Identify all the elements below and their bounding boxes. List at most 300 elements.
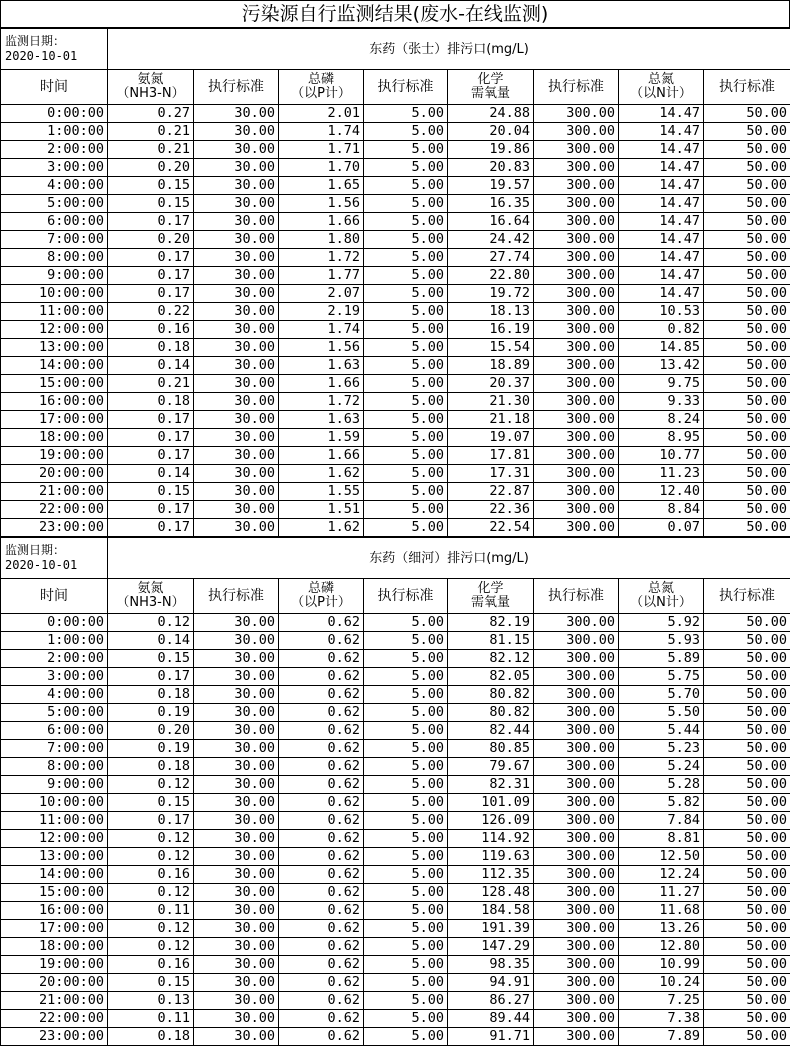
cod-standard: 300.00 [534,303,619,321]
nh3-value: 0.14 [108,465,194,483]
tp-value: 1.66 [279,213,364,231]
column-header-row [1,70,791,105]
nh3-standard: 30.00 [194,1010,279,1028]
tp-value: 0.62 [279,902,364,920]
time: 14:00:00 [1,357,108,375]
tp-standard: 5.00 [364,938,448,956]
cod-standard: 300.00 [534,447,619,465]
header-time: 时间 [1,70,108,105]
tn-value: 7.38 [619,1010,704,1028]
tp-value: 1.65 [279,177,364,195]
tp-standard: 5.00 [364,195,448,213]
cod-value: 80.82 [448,686,534,704]
tn-standard: 50.00 [704,722,791,740]
tp-standard: 5.00 [364,974,448,992]
tp-value: 1.56 [279,339,364,357]
cod-value: 19.57 [448,177,534,195]
tn-value: 14.47 [619,105,704,123]
tp-standard: 5.00 [364,1010,448,1028]
table-row [1,1010,791,1028]
time: 17:00:00 [1,411,108,429]
tp-standard: 5.00 [364,519,448,537]
tn-standard: 50.00 [704,740,791,758]
table-row [1,740,791,758]
cod-value: 126.09 [448,812,534,830]
table-row [1,722,791,740]
header-nh3-line2: （NH3-N） [116,595,185,610]
tp-value: 1.72 [279,393,364,411]
tn-value: 8.81 [619,830,704,848]
nh3-value: 0.17 [108,519,194,537]
nh3-value: 0.16 [108,321,194,339]
header-standard: 执行标准 [534,70,619,105]
nh3-value: 0.17 [108,812,194,830]
cod-value: 20.37 [448,375,534,393]
cod-value: 128.48 [448,884,534,902]
tn-value: 14.47 [619,231,704,249]
cod-value: 80.85 [448,740,534,758]
table-row [1,447,791,465]
nh3-standard: 30.00 [194,920,279,938]
tp-value: 0.62 [279,848,364,866]
table-row [1,141,791,159]
tn-standard: 50.00 [704,357,791,375]
nh3-standard: 30.00 [194,465,279,483]
nh3-value: 0.18 [108,758,194,776]
nh3-standard: 30.00 [194,938,279,956]
header-standard: 执行标准 [704,579,791,614]
cod-value: 22.80 [448,267,534,285]
cod-standard: 300.00 [534,321,619,339]
nh3-value: 0.12 [108,884,194,902]
tn-value: 7.25 [619,992,704,1010]
time: 11:00:00 [1,303,108,321]
tp-standard: 5.00 [364,411,448,429]
time: 10:00:00 [1,285,108,303]
nh3-standard: 30.00 [194,393,279,411]
nh3-value: 0.17 [108,267,194,285]
tn-value: 14.47 [619,195,704,213]
tn-standard: 50.00 [704,614,791,632]
time: 1:00:00 [1,123,108,141]
time: 19:00:00 [1,956,108,974]
nh3-value: 0.20 [108,231,194,249]
tp-value: 2.19 [279,303,364,321]
tp-standard: 5.00 [364,501,448,519]
tp-standard: 5.00 [364,231,448,249]
header-tn [619,70,704,105]
tp-value: 1.59 [279,429,364,447]
tp-standard: 5.00 [364,830,448,848]
table-row [1,357,791,375]
tn-standard: 50.00 [704,123,791,141]
tp-value: 1.80 [279,231,364,249]
cod-value: 17.31 [448,465,534,483]
table-row [1,992,791,1010]
cod-standard: 300.00 [534,722,619,740]
tn-value: 13.42 [619,357,704,375]
cod-value: 114.92 [448,830,534,848]
time: 12:00:00 [1,321,108,339]
tp-standard: 5.00 [364,357,448,375]
monitoring-date-cell [1,538,108,579]
monitoring-date-value: 2020-10-01 [5,49,78,63]
cod-standard: 300.00 [534,393,619,411]
tn-value: 11.23 [619,465,704,483]
cod-value: 24.42 [448,231,534,249]
tn-value: 10.99 [619,956,704,974]
tn-value: 5.44 [619,722,704,740]
cod-value: 112.35 [448,866,534,884]
tn-standard: 50.00 [704,303,791,321]
cod-standard: 300.00 [534,686,619,704]
tn-value: 7.89 [619,1028,704,1046]
tp-value: 2.01 [279,105,364,123]
tp-standard: 5.00 [364,758,448,776]
cod-standard: 300.00 [534,614,619,632]
cod-value: 82.19 [448,614,534,632]
tn-value: 5.70 [619,686,704,704]
tn-value: 7.84 [619,812,704,830]
header-standard: 执行标准 [364,70,448,105]
cod-standard: 300.00 [534,920,619,938]
tn-standard: 50.00 [704,267,791,285]
monitoring-date-label: 监测日期： [5,543,66,557]
tp-value: 0.62 [279,974,364,992]
tp-standard: 5.00 [364,483,448,501]
table-row [1,303,791,321]
tp-value: 0.62 [279,884,364,902]
tn-standard: 50.00 [704,375,791,393]
data-table-2 [0,537,790,1046]
tp-value: 1.66 [279,447,364,465]
header-cod-line1: 化学 [477,72,504,87]
tn-value: 9.75 [619,375,704,393]
nh3-value: 0.22 [108,303,194,321]
nh3-value: 0.18 [108,393,194,411]
nh3-standard: 30.00 [194,321,279,339]
header-tp-line1: 总磷 [307,581,334,596]
tp-standard: 5.00 [364,285,448,303]
cod-standard: 300.00 [534,465,619,483]
table-row [1,519,791,537]
tp-value: 1.77 [279,267,364,285]
cod-value: 191.39 [448,920,534,938]
tn-value: 0.82 [619,321,704,339]
cod-standard: 300.00 [534,267,619,285]
time: 17:00:00 [1,920,108,938]
tp-standard: 5.00 [364,668,448,686]
nh3-standard: 30.00 [194,105,279,123]
time: 3:00:00 [1,668,108,686]
table-row [1,974,791,992]
nh3-value: 0.17 [108,213,194,231]
nh3-value: 0.15 [108,794,194,812]
time: 15:00:00 [1,884,108,902]
tn-standard: 50.00 [704,1028,791,1046]
nh3-value: 0.12 [108,614,194,632]
nh3-value: 0.20 [108,722,194,740]
time: 0:00:00 [1,105,108,123]
nh3-standard: 30.00 [194,830,279,848]
nh3-value: 0.12 [108,848,194,866]
nh3-value: 0.17 [108,447,194,465]
tp-standard: 5.00 [364,267,448,285]
nh3-standard: 30.00 [194,668,279,686]
tp-value: 0.62 [279,614,364,632]
outlet-name: 东药（细河）排污口(mg/L) [108,538,791,579]
time: 8:00:00 [1,758,108,776]
time: 21:00:00 [1,992,108,1010]
cod-standard: 300.00 [534,974,619,992]
nh3-standard: 30.00 [194,614,279,632]
time: 9:00:00 [1,267,108,285]
tn-standard: 50.00 [704,339,791,357]
cod-value: 86.27 [448,992,534,1010]
tn-value: 14.47 [619,249,704,267]
nh3-value: 0.15 [108,195,194,213]
nh3-standard: 30.00 [194,974,279,992]
nh3-standard: 30.00 [194,177,279,195]
nh3-value: 0.18 [108,686,194,704]
tp-standard: 5.00 [364,339,448,357]
time: 18:00:00 [1,938,108,956]
time: 7:00:00 [1,231,108,249]
nh3-value: 0.12 [108,938,194,956]
nh3-value: 0.21 [108,123,194,141]
tn-standard: 50.00 [704,650,791,668]
tp-value: 1.62 [279,519,364,537]
table-row [1,920,791,938]
cod-standard: 300.00 [534,812,619,830]
table-row [1,339,791,357]
tn-value: 12.24 [619,866,704,884]
report-sections [0,28,790,1046]
tp-value: 1.62 [279,465,364,483]
tn-standard: 50.00 [704,938,791,956]
tn-standard: 50.00 [704,956,791,974]
nh3-standard: 30.00 [194,722,279,740]
tp-value: 1.56 [279,195,364,213]
nh3-value: 0.27 [108,105,194,123]
tn-standard: 50.00 [704,758,791,776]
tn-value: 14.47 [619,141,704,159]
nh3-standard: 30.00 [194,231,279,249]
tn-standard: 50.00 [704,105,791,123]
tn-standard: 50.00 [704,812,791,830]
cod-standard: 300.00 [534,740,619,758]
tp-value: 1.72 [279,249,364,267]
cod-standard: 300.00 [534,501,619,519]
time: 15:00:00 [1,375,108,393]
tp-standard: 5.00 [364,956,448,974]
tn-value: 13.26 [619,920,704,938]
time: 16:00:00 [1,902,108,920]
header-standard: 执行标准 [194,70,279,105]
tn-value: 9.33 [619,393,704,411]
cod-value: 15.54 [448,339,534,357]
tp-value: 0.62 [279,938,364,956]
nh3-value: 0.17 [108,249,194,267]
tn-standard: 50.00 [704,159,791,177]
cod-value: 80.82 [448,704,534,722]
tn-standard: 50.00 [704,519,791,537]
table-row [1,1028,791,1046]
tp-value: 0.62 [279,650,364,668]
table-row [1,686,791,704]
nh3-value: 0.15 [108,483,194,501]
cod-value: 91.71 [448,1028,534,1046]
cod-value: 101.09 [448,794,534,812]
nh3-value: 0.17 [108,501,194,519]
tp-standard: 5.00 [364,447,448,465]
cod-value: 16.19 [448,321,534,339]
tp-value: 0.62 [279,830,364,848]
nh3-value: 0.17 [108,668,194,686]
tp-standard: 5.00 [364,704,448,722]
nh3-standard: 30.00 [194,339,279,357]
cod-standard: 300.00 [534,285,619,303]
nh3-value: 0.15 [108,650,194,668]
header-tn-line2: （以N计） [630,86,692,101]
tn-value: 8.24 [619,411,704,429]
tp-standard: 5.00 [364,920,448,938]
nh3-value: 0.13 [108,992,194,1010]
time: 10:00:00 [1,794,108,812]
nh3-standard: 30.00 [194,519,279,537]
tp-value: 1.74 [279,321,364,339]
cod-value: 24.88 [448,105,534,123]
tp-standard: 5.00 [364,465,448,483]
table-row [1,105,791,123]
tp-standard: 5.00 [364,740,448,758]
time: 16:00:00 [1,393,108,411]
tp-value: 1.70 [279,159,364,177]
nh3-value: 0.11 [108,902,194,920]
cod-value: 22.87 [448,483,534,501]
tp-value: 1.63 [279,411,364,429]
tp-value: 0.62 [279,776,364,794]
header-nh3-line1: 氨氮 [137,581,164,596]
cod-standard: 300.00 [534,141,619,159]
tp-standard: 5.00 [364,321,448,339]
nh3-standard: 30.00 [194,285,279,303]
tn-value: 14.47 [619,285,704,303]
cod-standard: 300.00 [534,776,619,794]
tp-standard: 5.00 [364,650,448,668]
table-row [1,375,791,393]
tn-value: 14.85 [619,339,704,357]
cod-standard: 300.00 [534,339,619,357]
tn-value: 14.47 [619,159,704,177]
nh3-standard: 30.00 [194,429,279,447]
cod-standard: 300.00 [534,848,619,866]
tn-value: 14.47 [619,123,704,141]
tp-standard: 5.00 [364,1028,448,1046]
tp-standard: 5.00 [364,884,448,902]
nh3-standard: 30.00 [194,483,279,501]
tp-standard: 5.00 [364,177,448,195]
tn-standard: 50.00 [704,848,791,866]
tn-value: 14.47 [619,267,704,285]
tn-standard: 50.00 [704,776,791,794]
nh3-value: 0.19 [108,704,194,722]
time: 6:00:00 [1,213,108,231]
tp-standard: 5.00 [364,848,448,866]
nh3-standard: 30.00 [194,447,279,465]
tn-value: 5.93 [619,632,704,650]
tn-standard: 50.00 [704,830,791,848]
nh3-value: 0.12 [108,830,194,848]
tp-value: 0.62 [279,1010,364,1028]
nh3-value: 0.15 [108,974,194,992]
header-tp-line2: （以P计） [291,86,351,101]
tn-standard: 50.00 [704,177,791,195]
nh3-value: 0.17 [108,285,194,303]
tn-standard: 50.00 [704,195,791,213]
time: 8:00:00 [1,249,108,267]
time: 19:00:00 [1,447,108,465]
tp-value: 0.62 [279,686,364,704]
table-row [1,483,791,501]
tp-value: 1.66 [279,375,364,393]
tn-standard: 50.00 [704,884,791,902]
tp-value: 1.74 [279,123,364,141]
header-cod [448,70,534,105]
column-header-row [1,579,791,614]
tn-value: 5.92 [619,614,704,632]
nh3-standard: 30.00 [194,704,279,722]
monitoring-date-cell [1,29,108,70]
cod-standard: 300.00 [534,938,619,956]
table-row [1,614,791,632]
tn-value: 11.27 [619,884,704,902]
time: 14:00:00 [1,866,108,884]
tn-value: 5.23 [619,740,704,758]
tn-value: 12.80 [619,938,704,956]
time: 20:00:00 [1,974,108,992]
tp-value: 0.62 [279,794,364,812]
time: 13:00:00 [1,848,108,866]
tp-value: 2.07 [279,285,364,303]
cod-standard: 300.00 [534,1010,619,1028]
table-row [1,650,791,668]
tn-standard: 50.00 [704,447,791,465]
nh3-standard: 30.00 [194,956,279,974]
time: 3:00:00 [1,159,108,177]
nh3-value: 0.12 [108,920,194,938]
tn-value: 12.40 [619,483,704,501]
tp-value: 0.62 [279,758,364,776]
cod-standard: 300.00 [534,956,619,974]
nh3-standard: 30.00 [194,992,279,1010]
nh3-standard: 30.00 [194,848,279,866]
time: 20:00:00 [1,465,108,483]
tn-standard: 50.00 [704,411,791,429]
cod-value: 98.35 [448,956,534,974]
header-standard: 执行标准 [364,579,448,614]
table-row [1,794,791,812]
monitoring-date-value: 2020-10-01 [5,558,78,572]
time: 21:00:00 [1,483,108,501]
tn-value: 5.28 [619,776,704,794]
header-tp-line1: 总磷 [307,72,334,87]
cod-standard: 300.00 [534,902,619,920]
tn-standard: 50.00 [704,393,791,411]
nh3-standard: 30.00 [194,686,279,704]
table-row [1,195,791,213]
cod-standard: 300.00 [534,231,619,249]
